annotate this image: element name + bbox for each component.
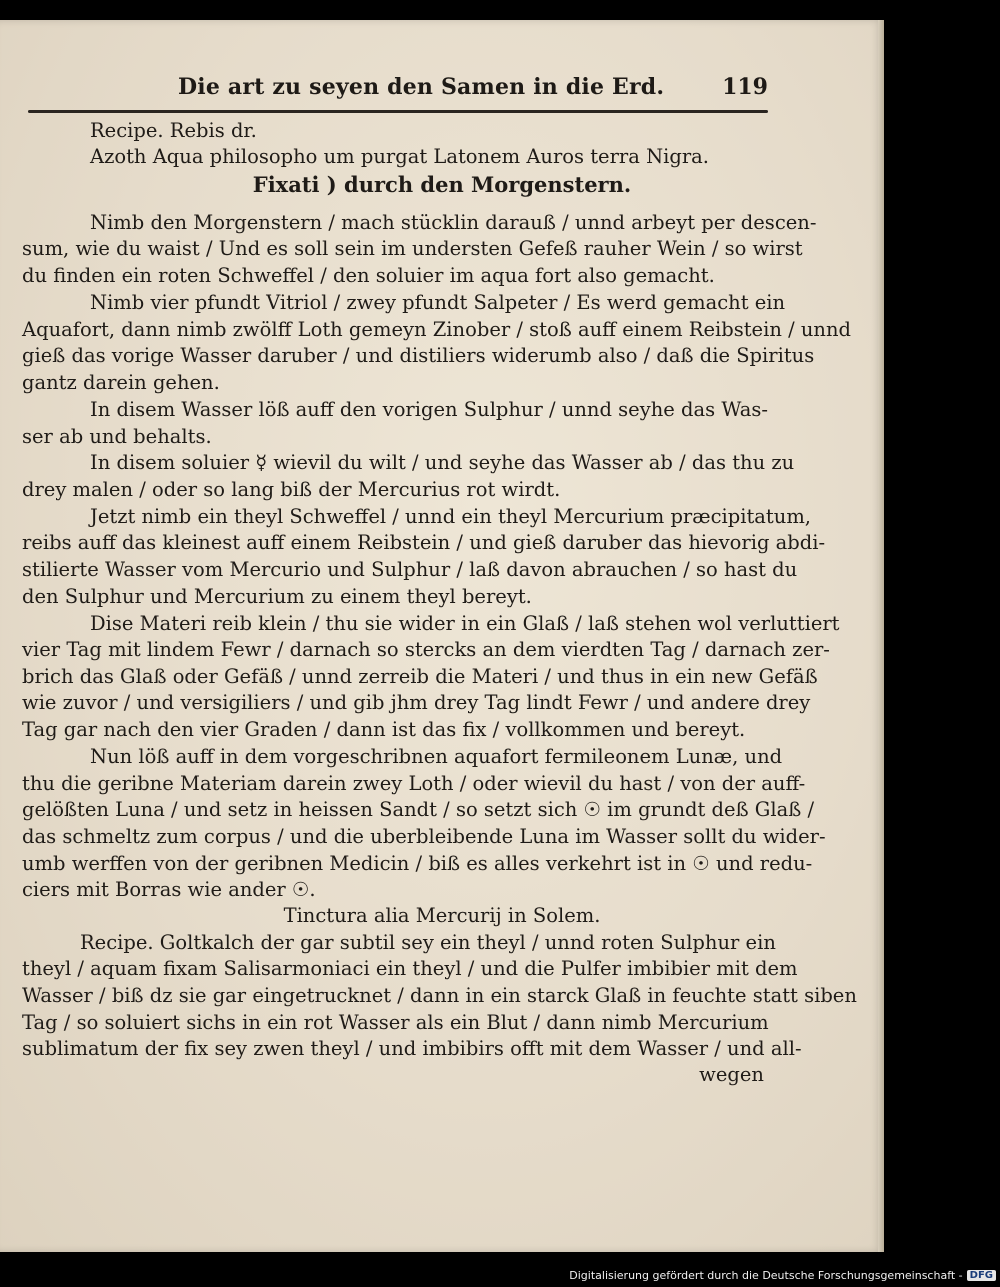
text-line: stilierte Wasser vom Mercurio und Sulphur / laß davon abrauchen / so hast du xyxy=(22,558,798,581)
header-title: Die art zu seyen den Samen in die Erd. xyxy=(178,74,665,100)
footer-text: Digitalisierung gefördert durch die Deutsche Forschungsgemeinschaft - xyxy=(569,1268,963,1282)
text-line: Tag gar nach den vier Graden / dann ist das fix / vollkommen und bereyt. xyxy=(22,718,746,741)
text-line: In disem Wasser löß auff den vorigen Sulphur / unnd seyhe das Was- xyxy=(90,398,768,421)
text-line: gelößten Luna / und setz in heissen Sandt / so setzt sich ☉ im grundt deß Glaß / xyxy=(22,798,815,821)
header-rule xyxy=(28,110,768,113)
text-line: Nimb vier pfundt Vitriol / zwey pfundt Salpeter / Es werd gemacht ein xyxy=(90,291,786,314)
digitization-credit xyxy=(569,1266,996,1284)
text-line: Recipe. Goltkalch der gar subtil sey ein theyl / unnd roten Sulphur ein xyxy=(80,931,776,954)
text-line: du finden ein roten Schweffel / den soluier im aqua fort also gemacht. xyxy=(22,264,715,287)
text-line: Wasser / biß dz sie gar eingetrucknet / dann in ein starck Glaß in feuchte statt siben xyxy=(22,984,857,1007)
text-line: Aquafort, dann nimb zwölff Loth gemeyn Zinober / stoß auff einem Reibstein / unnd xyxy=(22,318,852,341)
text-line: umb werffen von der geribnen Medicin / biß es alles verkehrt ist in ☉ und redu- xyxy=(22,852,813,875)
text-line: vier Tag mit lindem Fewr / darnach so stercks an dem vierdten Tag / darnach zer- xyxy=(22,638,830,661)
text-line: Recipe. Rebis dr. xyxy=(90,119,257,142)
text-line: sublimatum der fix sey zwen theyl / und imbibirs offt mit dem Wasser / und all- xyxy=(22,1037,802,1060)
text-line: Azoth Aqua philosopho um purgat Latonem Auros terra Nigra. xyxy=(90,145,709,168)
page-number: 119 xyxy=(722,74,768,100)
text-line: Nimb den Morgenstern / mach stücklin darauß / unnd arbeyt per descen- xyxy=(90,211,817,234)
text-line: wie zuvor / und versigiliers / und gib jhm drey Tag lindt Fewr / und andere drey xyxy=(22,691,811,714)
text-line: ciers mit Borras wie ander ☉. xyxy=(22,878,316,901)
text-line: gieß das vorige Wasser daruber / und distiliers widerumb also / daß die Spiritus xyxy=(22,344,815,367)
section-heading: Tinctura alia Mercurij in Solem. xyxy=(283,904,601,927)
text-line: den Sulphur und Mercurium zu einem theyl bereyt. xyxy=(22,585,532,608)
text-line: theyl / aquam fixam Salisarmoniaci ein theyl / und die Pulfer imbibier mit dem xyxy=(22,957,798,980)
text-line: Dise Materi reib klein / thu sie wider in ein Glaß / laß stehen wol verluttiert xyxy=(90,612,840,635)
running-header xyxy=(28,72,768,106)
text-line: reibs auff das kleinest auff einem Reibstein / und gieß daruber das hievorig abdi- xyxy=(22,531,826,554)
text-line: thu die geribne Materiam darein zwey Loth / oder wievil du hast / von der auff- xyxy=(22,772,806,795)
dfg-logo: DFG xyxy=(967,1270,996,1281)
text-line: In disem soluier ☿ wievil du wilt / und seyhe das Wasser ab / das thu zu xyxy=(90,451,795,474)
section-heading: Fixati ) durch den Morgenstern. xyxy=(252,172,632,197)
text-line: sum, wie du waist / Und es soll sein im understen Gefeß rauher Wein / so wirst xyxy=(22,237,803,260)
text-line: Tag / so soluiert sichs in ein rot Wasser als ein Blut / dann nimb Mercurium xyxy=(22,1011,769,1034)
page-edge xyxy=(878,20,884,1252)
catchword: wegen xyxy=(699,1063,764,1086)
text-line: drey malen / oder so lang biß der Mercurius rot wirdt. xyxy=(22,478,561,501)
text-line: Jetzt nimb ein theyl Schweffel / unnd ein theyl Mercurium præcipitatum, xyxy=(90,505,812,528)
text-line: gantz darein gehen. xyxy=(22,371,220,394)
text-line: brich das Glaß oder Gefäß / unnd zerreib die Materi / und thus in ein new Gefäß xyxy=(22,665,818,688)
text-line: Nun löß auff in dem vorgeschribnen aquafort fermileonem Lunæ, und xyxy=(90,745,783,768)
text-line: das schmeltz zum corpus / und die uberbleibende Luna im Wasser sollt du wider- xyxy=(22,825,826,848)
text-line: ser ab und behalts. xyxy=(22,425,212,448)
